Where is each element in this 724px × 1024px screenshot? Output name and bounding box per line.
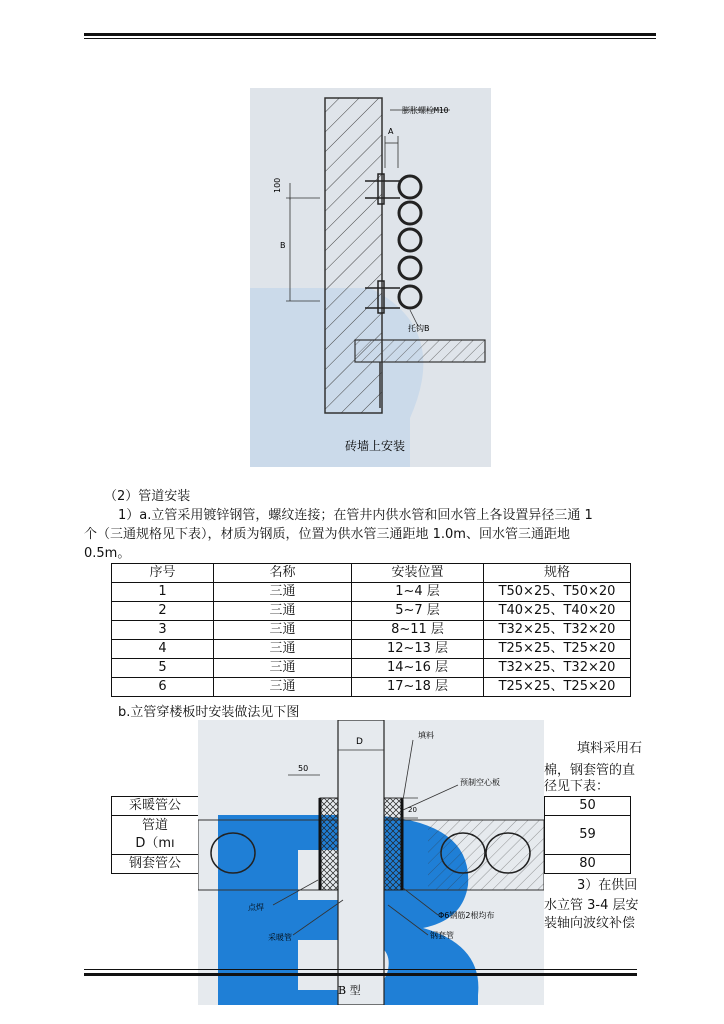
label-sleeve: 钢套管 xyxy=(430,931,454,940)
footer-rule-thin xyxy=(84,969,637,970)
label-bracket: 托钩B xyxy=(408,324,430,333)
table-cell: 80 xyxy=(545,855,631,874)
table-cell: 8~11 层 xyxy=(352,621,484,640)
table-cell: 三通 xyxy=(214,659,352,678)
figure2-caption: B 型 xyxy=(338,984,361,997)
table-cell: 1 xyxy=(112,583,214,602)
header-cell: 名称 xyxy=(214,564,352,583)
table-row xyxy=(112,621,631,640)
header-rule-thick xyxy=(84,33,656,36)
wall-mount-figure xyxy=(250,88,491,467)
table-cell: T25×25、T25×20 xyxy=(484,640,631,659)
side-text2-line1: 3）在供回 xyxy=(577,878,638,893)
floor-penetration-figure xyxy=(198,720,544,1005)
table-row xyxy=(112,583,631,602)
label-bolt: 膨胀螺栓M10 xyxy=(402,106,449,115)
label-steel-bar: Φ6钢筋2根均布 xyxy=(438,911,495,920)
table-cell: 2 xyxy=(112,602,214,621)
pipe-circles xyxy=(399,176,421,308)
header-rule-thin xyxy=(84,38,656,39)
figure1-caption: 砖墙上安装 xyxy=(345,439,406,453)
label-20: 20 xyxy=(408,806,417,814)
table-cell: 3 xyxy=(112,621,214,640)
table-cell: 5 xyxy=(112,659,214,678)
cell-line: D（mı xyxy=(135,836,175,851)
brick-wall xyxy=(325,98,382,413)
label-d: D xyxy=(356,737,363,747)
label-filler: 填料 xyxy=(418,731,434,740)
label-slab: 预制空心板 xyxy=(460,778,500,787)
paragraph-b: b.立管穿楼板时安装做法见下图 xyxy=(118,705,300,720)
table-cell: 5~7 层 xyxy=(352,602,484,621)
table-cell: 钢套管公 xyxy=(112,855,199,874)
header-cell: 序号 xyxy=(112,564,214,583)
table-cell: T25×25、T25×20 xyxy=(484,678,631,697)
table-cell: 1~4 层 xyxy=(352,583,484,602)
footer-rule-thick xyxy=(84,973,637,976)
cell-line: 管道 xyxy=(141,818,168,833)
table-cell: 三通 xyxy=(214,602,352,621)
floor-penetration-drawing xyxy=(198,720,544,1005)
label-b: B xyxy=(280,241,286,250)
table-cell: 12~13 层 xyxy=(352,640,484,659)
wall-mount-drawing xyxy=(250,88,491,467)
label-a: A xyxy=(388,127,394,136)
tee-table xyxy=(111,563,631,697)
table-cell: T50×25、T50×20 xyxy=(484,583,631,602)
paragraph1-line2: 个（三通规格见下表），材质为钢质，位置为供水管三通距地 1.0m、回水管三通距地 xyxy=(84,527,570,542)
section-heading: （2）管道安装 xyxy=(104,489,191,504)
table-cell: 6 xyxy=(112,678,214,697)
side-text-line1: 填料采用石 xyxy=(577,741,643,756)
table-cell: 50 xyxy=(545,797,631,816)
table-cell: 三通 xyxy=(214,583,352,602)
table-row xyxy=(112,602,631,621)
side-text-line2: 棉，钢套管的直 xyxy=(544,763,636,778)
label-heating-pipe: 采暖管 xyxy=(268,933,292,942)
table-cell: T32×25、T32×20 xyxy=(484,659,631,678)
table-row xyxy=(112,640,631,659)
floor-slab xyxy=(355,340,485,362)
table-cell: 14~16 层 xyxy=(352,659,484,678)
table-cell: 三通 xyxy=(214,621,352,640)
table-row xyxy=(112,659,631,678)
header-cell: 规格 xyxy=(484,564,631,583)
paragraph1-line1: 1）a.立管采用镀锌钢管，螺纹连接；在管井内供水管和回水管上各设置异径三通 1 xyxy=(118,508,593,523)
table-cell: 17~18 层 xyxy=(352,678,484,697)
table-cell: 4 xyxy=(112,640,214,659)
table-row xyxy=(112,678,631,697)
table-cell: T32×25、T32×20 xyxy=(484,621,631,640)
tee-table-header xyxy=(112,564,631,583)
table-cell: 三通 xyxy=(214,678,352,697)
table-cell: T40×25、T40×20 xyxy=(484,602,631,621)
side-text2-line3: 装轴向波纹补偿 xyxy=(544,916,636,931)
table-cell: 三通 xyxy=(214,640,352,659)
paragraph1-line3: 0.5m。 xyxy=(84,546,131,561)
side-text2-line2: 水立管 3-4 层安 xyxy=(544,898,639,913)
table-cell: 59 xyxy=(545,816,631,855)
table-cell xyxy=(112,816,199,855)
table-cell: 采暖管公 xyxy=(112,797,199,816)
label-100: 100 xyxy=(273,177,282,193)
header-cell: 安装位置 xyxy=(352,564,484,583)
label-50: 50 xyxy=(298,764,309,773)
side-text-line3: 径见下表： xyxy=(544,779,610,794)
label-spot-weld: 点焊 xyxy=(248,903,264,912)
